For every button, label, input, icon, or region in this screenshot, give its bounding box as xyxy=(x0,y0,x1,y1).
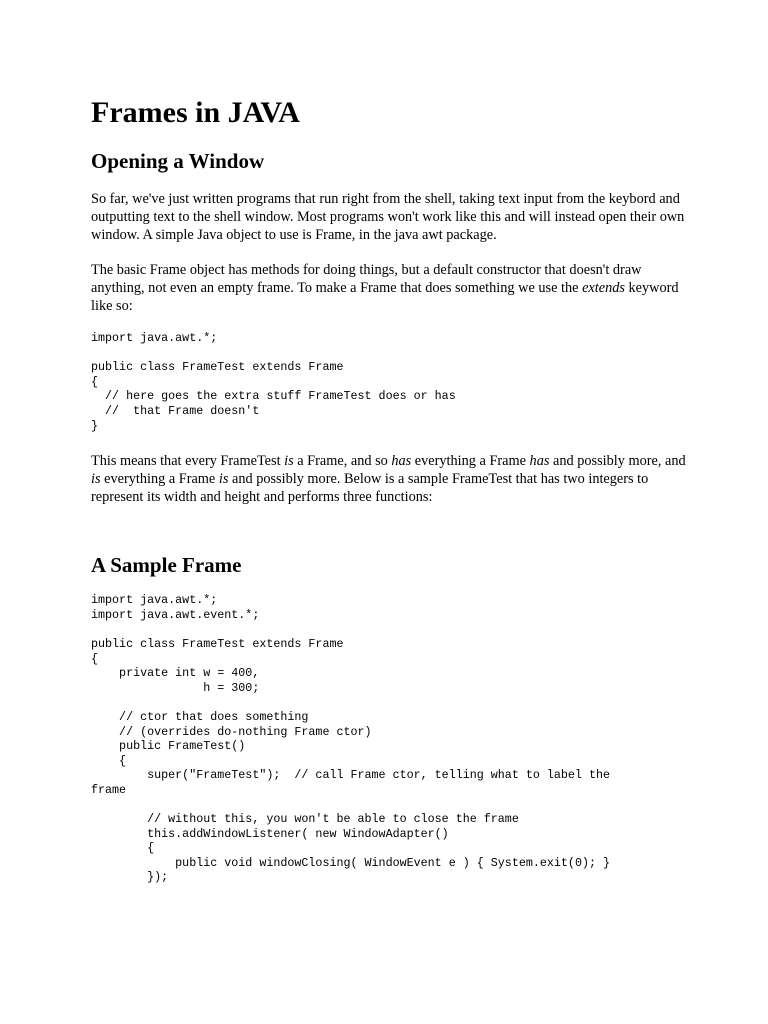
emphasis-is: is xyxy=(284,453,294,470)
paragraph-text: keyword like so: xyxy=(91,280,679,314)
paragraph-text: The basic Frame object has methods for doing things, but a default constructor that doesn't draw anything, not even an empty frame. To make a Frame that does something we use the xyxy=(91,262,642,296)
paragraph-text: a Frame, and so xyxy=(293,453,392,470)
emphasis-is: is xyxy=(218,471,229,488)
page-title: Frames in JAVA xyxy=(91,96,300,129)
code-block-extends-example: import java.awt.*; public class FrameTest extends Frame { // here goes the extra stuff FrameTest does or has // that Frame doesn't } xyxy=(91,331,456,433)
code-block-sample-frame: import java.awt.*; import java.awt.event.*; public class FrameTest extends Frame { private int w = 400, h = 300; // ctor that does something // (overrides do-nothing Frame ctor) public FrameTest() { super("FrameTest"); // call Frame ctor, telling what to label the frame // without this, you won't be able to close the frame this.addWindowListener( new WindowAdapter() { public void windowClosing( WindowEvent e ) { System.exit(0); } }); xyxy=(91,593,611,885)
intro-paragraph: So far, we've just written programs that run right from the shell, taking text input from the keybord and outputting text to the shell window. Most programs won't work like this and will instead open their own window. A simple Java object to use is Frame, in the java awt package. xyxy=(91,191,685,243)
paragraph-text: and possibly more, and xyxy=(549,453,686,470)
emphasis-has: has xyxy=(529,453,550,470)
section-heading-opening-a-window: Opening a Window xyxy=(91,149,265,173)
is-has-paragraph xyxy=(91,452,691,506)
emphasis-extends: extends xyxy=(582,280,625,296)
emphasis-is: is xyxy=(91,471,101,488)
paragraph-text: everything a Frame xyxy=(100,471,219,488)
paragraph-text: This means that every FrameTest xyxy=(91,453,285,470)
emphasis-has: has xyxy=(391,453,412,470)
paragraph-text: everything a Frame xyxy=(411,453,530,470)
document-page xyxy=(91,96,691,885)
section-heading-a-sample-frame: A Sample Frame xyxy=(91,553,242,578)
frame-object-paragraph xyxy=(91,261,691,315)
paragraph-text: and possibly more. Below is a sample FrameTest that has two integers to represent its width and height and performs three functions: xyxy=(91,471,649,506)
